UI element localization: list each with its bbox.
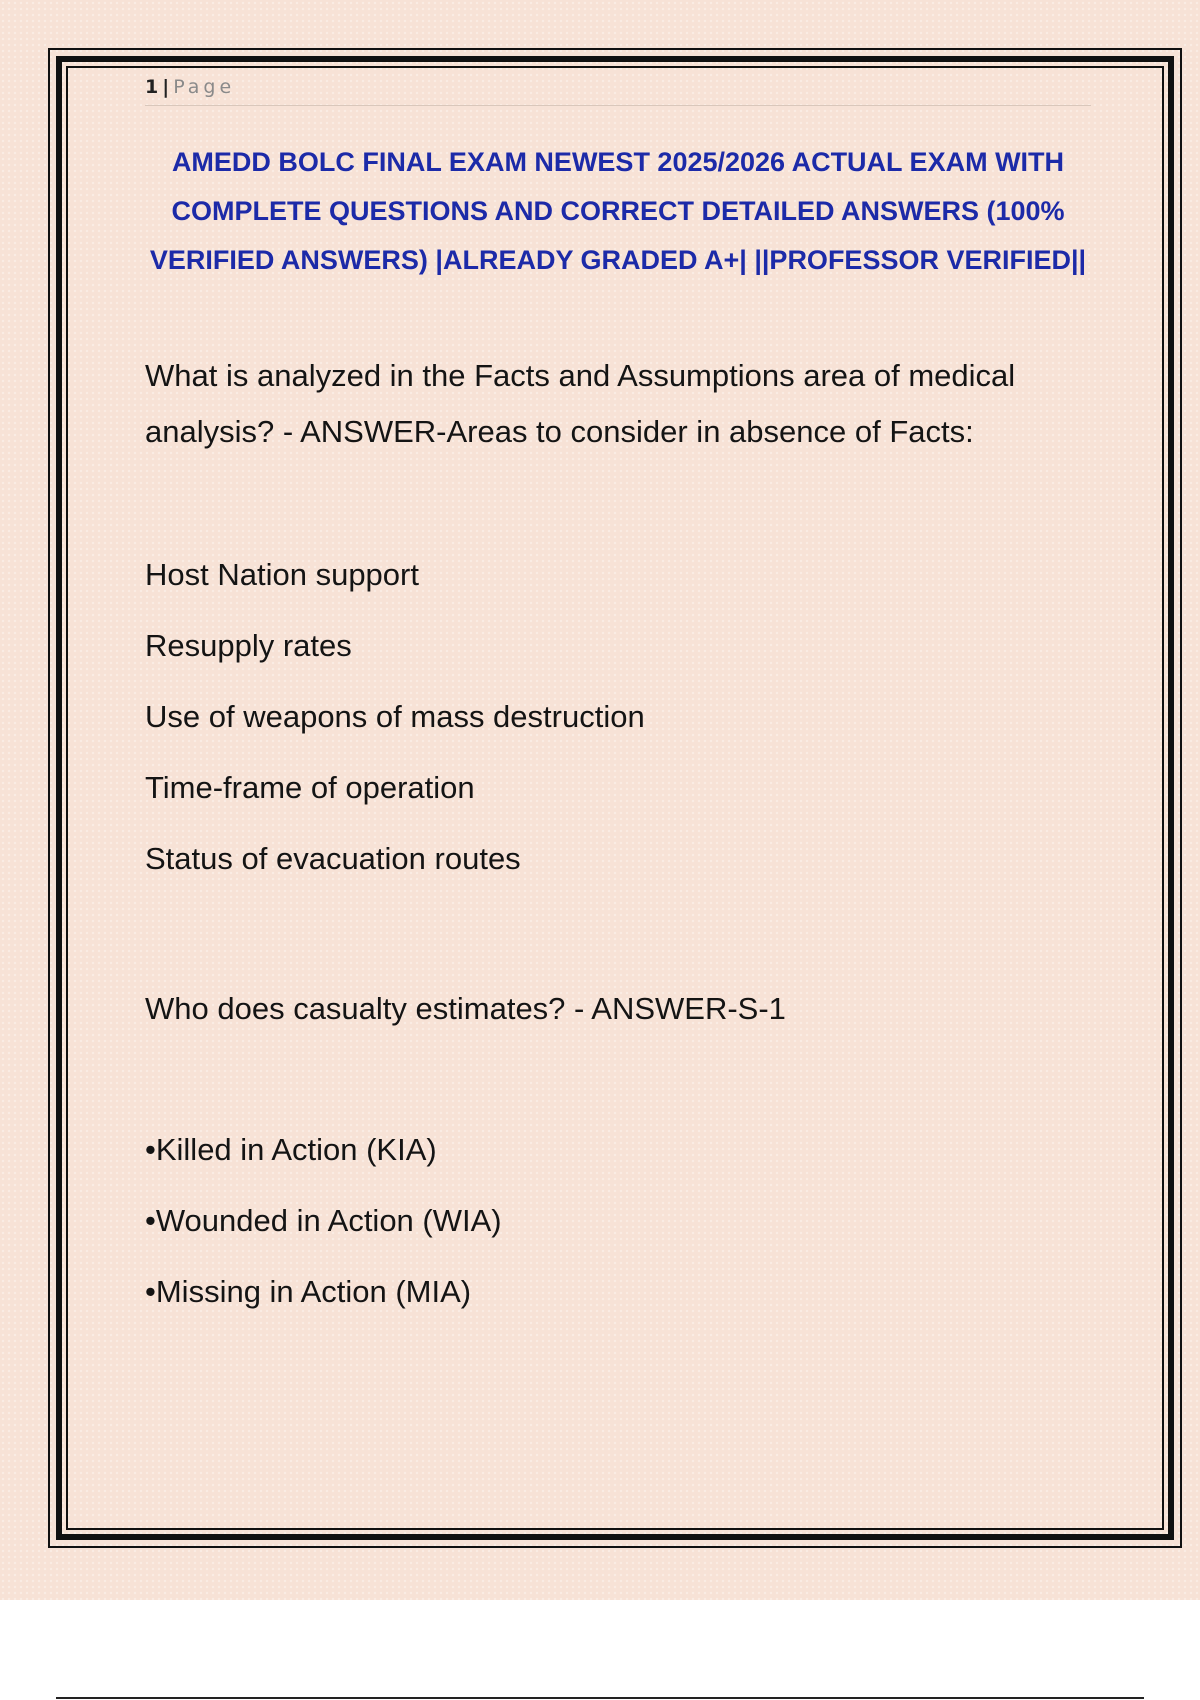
question-2-answer-list xyxy=(145,1114,1075,1327)
page-label: Page xyxy=(173,76,236,98)
page-number: 1 xyxy=(145,76,159,98)
list-item: •Missing in Action (MIA) xyxy=(145,1274,472,1309)
list-item: Resupply rates xyxy=(145,628,352,663)
question-2-text: Who does casualty estimates? - ANSWER-S-1 xyxy=(145,991,786,1026)
list-item: •Wounded in Action (WIA) xyxy=(145,1203,502,1238)
page-header-separator: | xyxy=(162,76,170,98)
list-item: Status of evacuation routes xyxy=(145,841,521,876)
document-title: AMEDD BOLC FINAL EXAM NEWEST 2025/2026 ACTUAL EXAM WITH COMPLETE QUESTIONS AND CORRECT DETAILED ANSWERS (100% VERIFIED ANSWERS) |ALREADY GRADED A+| ||PROFESSOR VERIFIED|| xyxy=(149,147,1087,275)
page-header xyxy=(145,72,1091,106)
question-1-text: What is analyzed in the Facts and Assumptions area of medical analysis? - ANSWER-Areas to consider in absence of Facts: xyxy=(145,358,1016,449)
next-page-divider xyxy=(56,1697,1144,1699)
list-item: •Killed in Action (KIA) xyxy=(145,1132,437,1167)
list-item: Use of weapons of mass destruction xyxy=(145,699,645,734)
question-1-answer-list xyxy=(145,539,1075,894)
list-item: Host Nation support xyxy=(145,557,419,592)
list-item: Time-frame of operation xyxy=(145,770,475,805)
